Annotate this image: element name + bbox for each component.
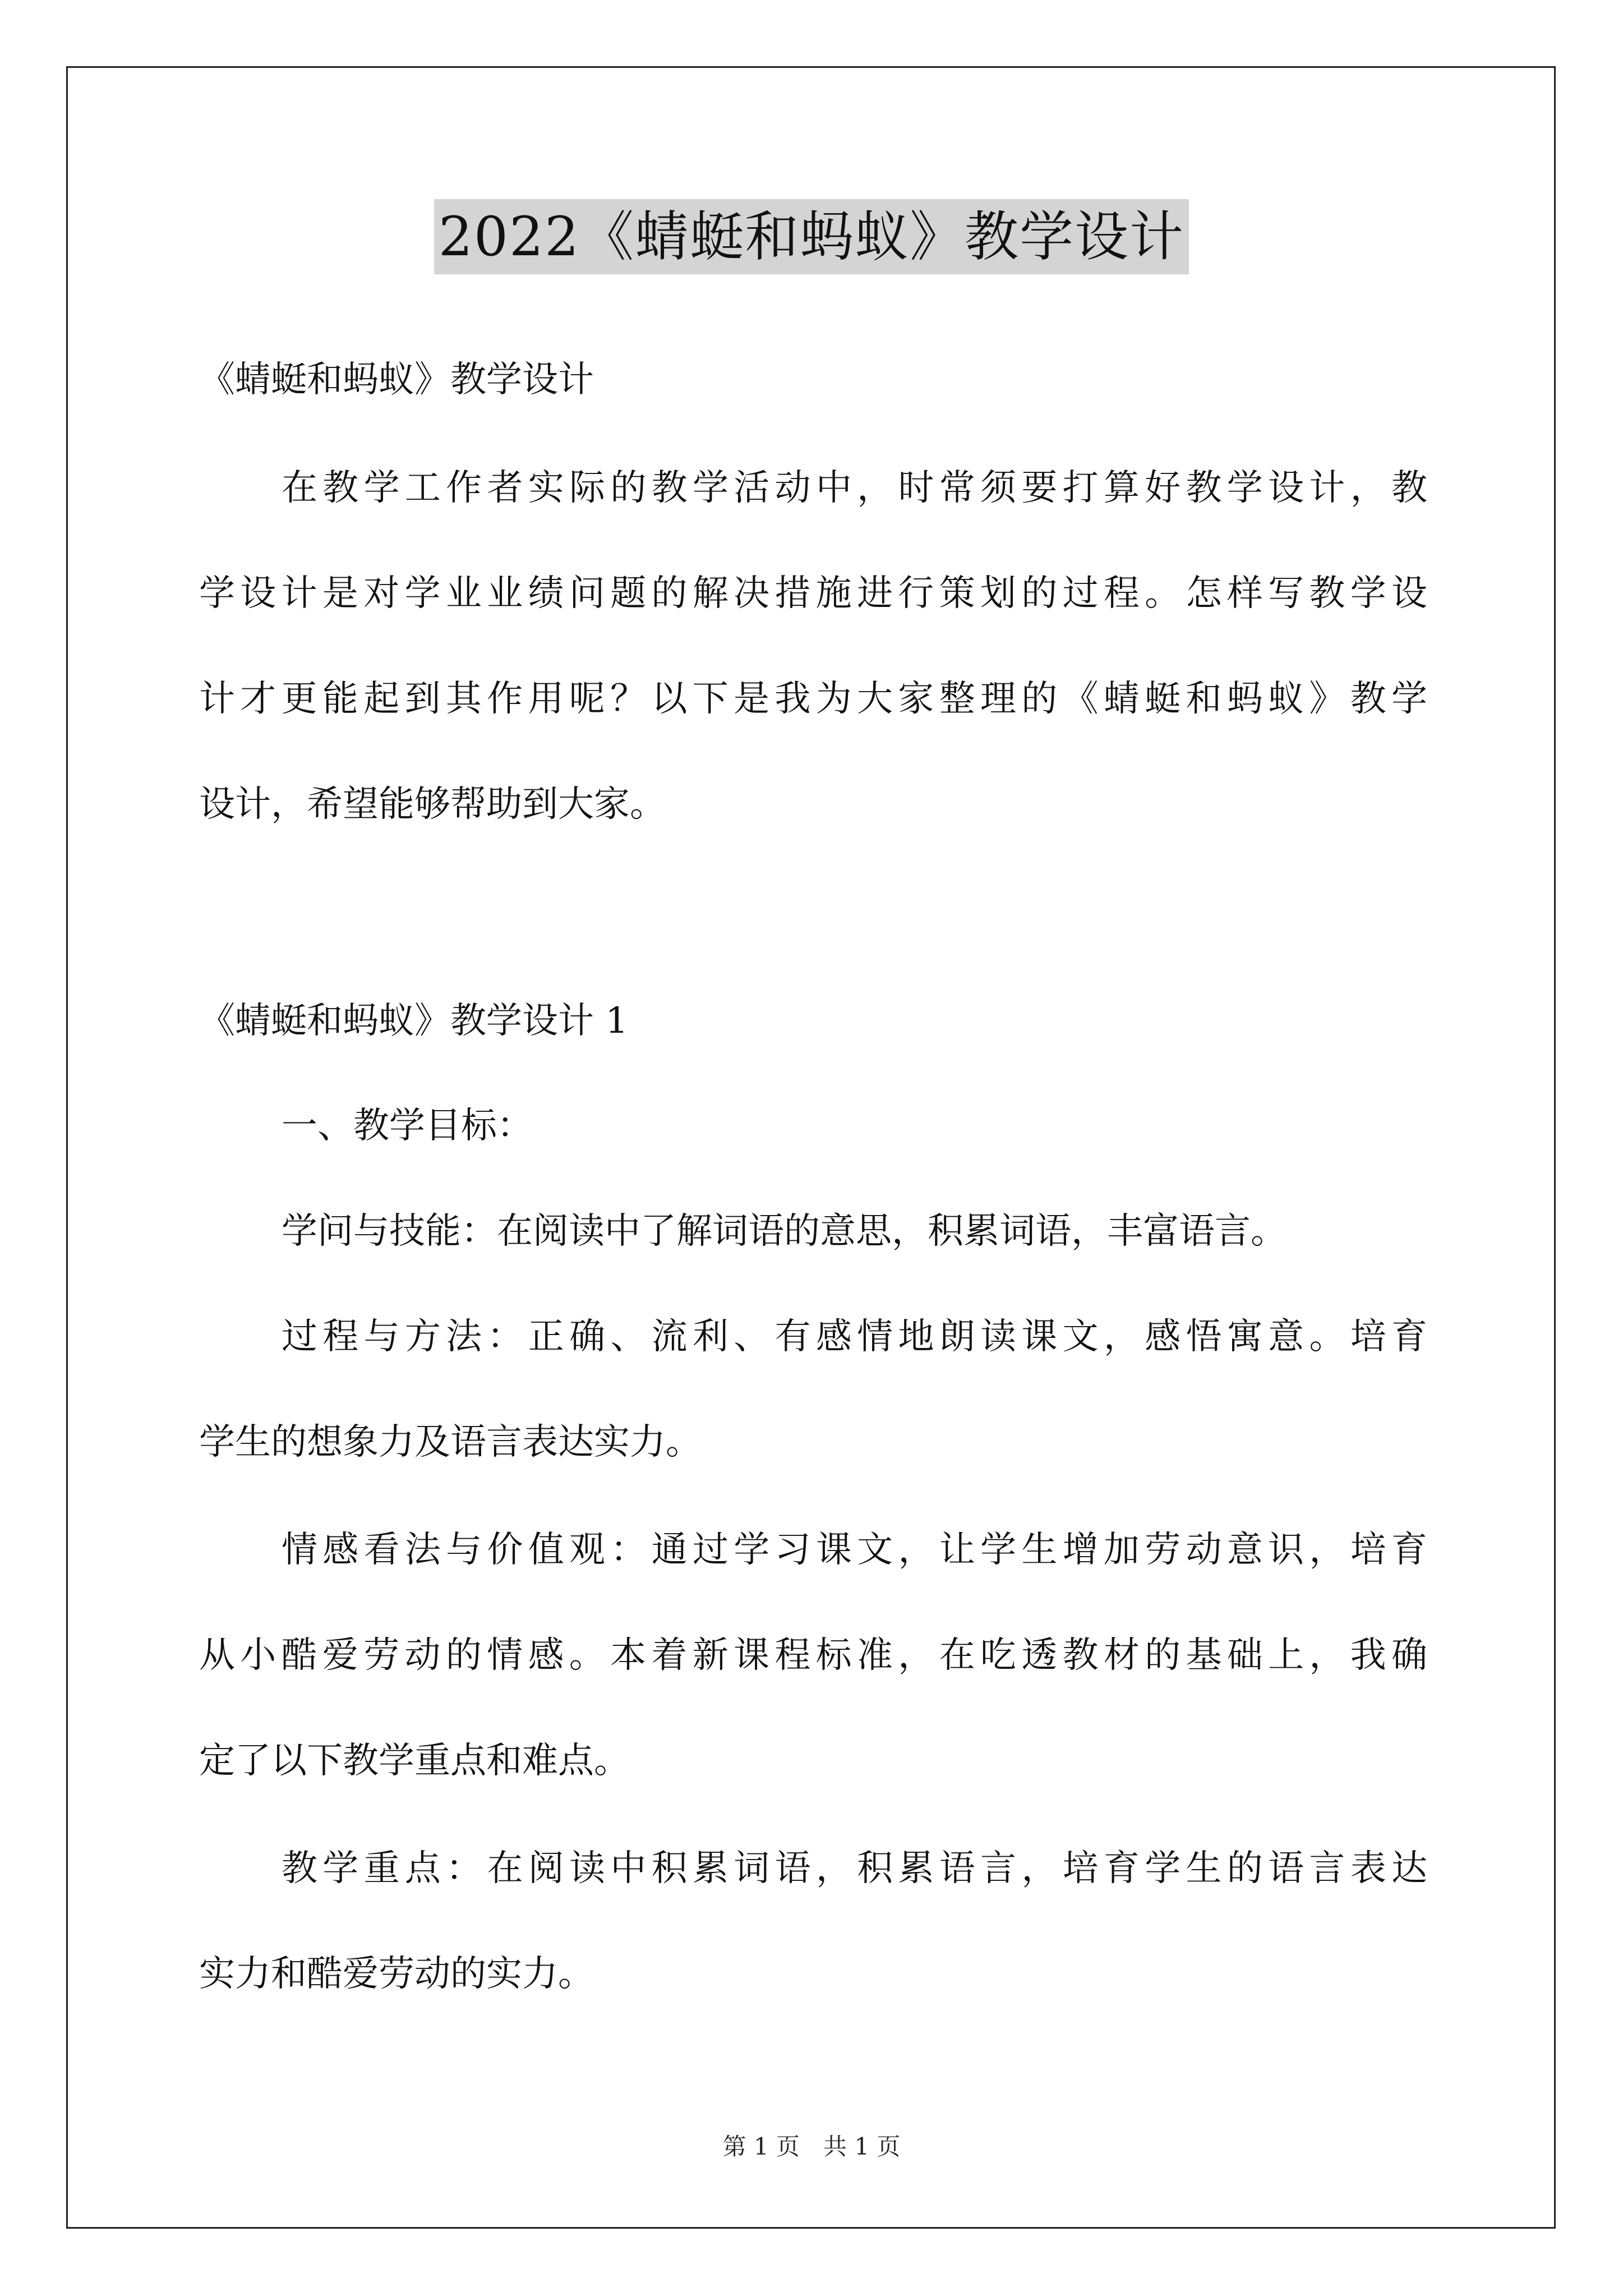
teaching-focus-line-1: 教学重点：在阅读中积累词语，积累语言，培育学生的语言表达: [282, 1848, 1427, 1889]
intro-line-3: 计才更能起到其作用呢？以下是我为大家整理的《蜻蜓和蚂蚁》教学: [199, 678, 1427, 720]
title-container: [0, 199, 1623, 274]
intro-line-1: 在教学工作者实际的教学活动中，时常须要打算好教学设计，教: [282, 467, 1427, 509]
subtitle-line: 《蜻蜓和蚂蚁》教学设计: [199, 359, 594, 401]
objectives-heading: 一、教学目标：: [282, 1105, 533, 1147]
page-footer: 第 1 页 共 1 页: [722, 2133, 901, 2160]
emotion-value-line-2: 从小酷爱劳动的情感。本着新课程标准，在吃透教材的基础上，我确: [199, 1635, 1427, 1676]
emotion-value-line-1: 情感看法与价值观：通过学习课文，让学生增加劳动意识，培育: [282, 1529, 1427, 1571]
section-heading-1: 《蜻蜓和蚂蚁》教学设计 1: [199, 1000, 629, 1042]
emotion-value-line-3: 定了以下教学重点和难点。: [199, 1740, 630, 1782]
intro-line-4: 设计，希望能够帮助到大家。: [199, 784, 666, 825]
teaching-focus-line-2: 实力和酷爱劳动的实力。: [199, 1953, 594, 1995]
intro-line-2: 学设计是对学业业绩问题的解决措施进行策划的过程。怎样写教学设: [199, 573, 1427, 614]
process-method-line-1: 过程与方法：正确、流利、有感情地朗读课文，感悟寓意。培育: [282, 1316, 1427, 1358]
process-method-line-2: 学生的想象力及语言表达实力。: [199, 1421, 702, 1463]
document-title: 2022《蜻蜓和蚂蚁》教学设计: [434, 199, 1189, 274]
knowledge-skills-line: 学问与技能：在阅读中了解词语的意思，积累词语，丰富语言。: [282, 1211, 1287, 1252]
